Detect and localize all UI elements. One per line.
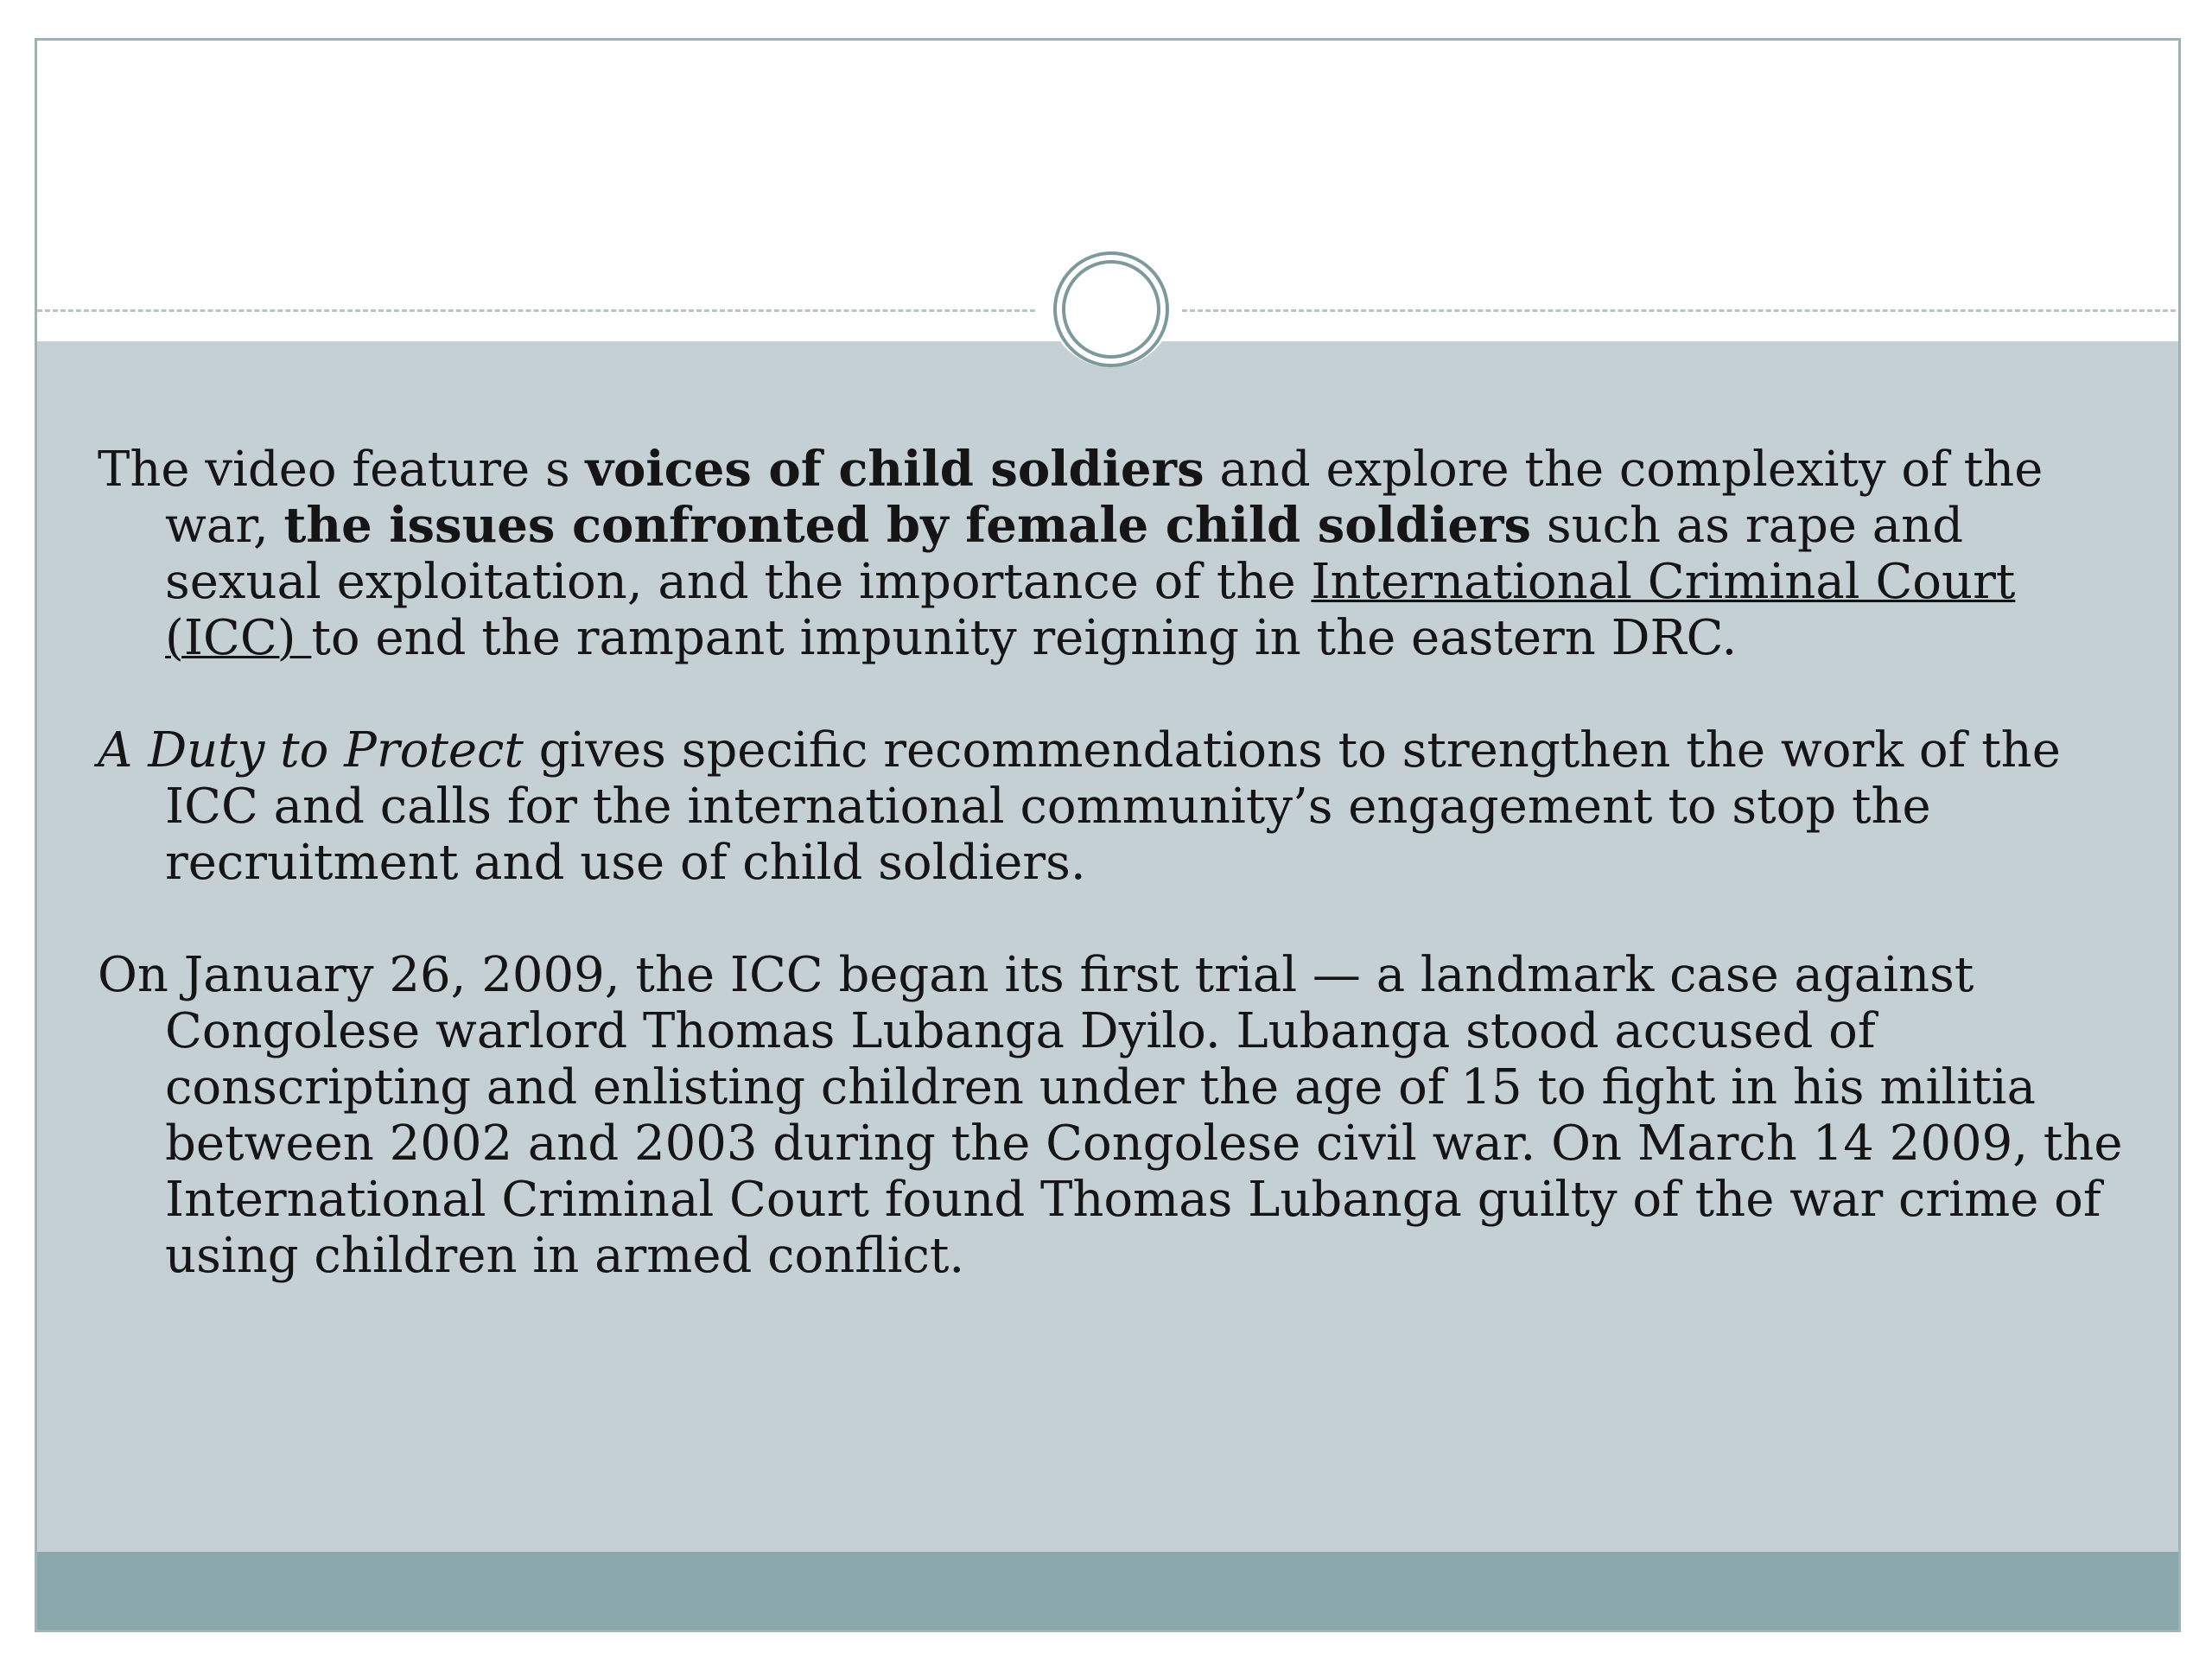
- text-run-italic: A Duty to Protect: [98, 722, 524, 779]
- text-run: gives specific recommendations to strengthen the work of the ICC and calls for the international community’s engagement to stop the recruitment and use of child soldiers.: [165, 722, 2061, 891]
- text-run: to end the rampant impunity reigning in the eastern DRC.: [311, 610, 1738, 666]
- text-run: and explore the complexity of the war,: [165, 442, 2044, 554]
- dashed-divider-left: [37, 309, 1035, 312]
- paragraph-lubanga-trial: [98, 947, 2128, 1284]
- footer-band: [37, 1552, 2178, 1630]
- slide-body: [98, 442, 2128, 1284]
- paragraph-duty-to-protect: [98, 722, 2128, 891]
- text-run-bold: the issues confronted by female child soldiers: [283, 497, 1532, 554]
- text-run: On January 26, 2009, the ICC began its first trial — a landmark case against Congolese warlord Thomas Lubanga Dyilo. Lubanga stood accused of conscripting and enlisting children under the age of 15 to fight in his militia between 2002 and 2003 during the Congolese civil war. On March 14 2009, the International Criminal Court found Thomas Lubanga guilty of the war crime of using children in armed conflict.: [98, 947, 2123, 1284]
- dashed-divider-right: [1182, 309, 2181, 312]
- text-run: The video feature s: [98, 442, 586, 498]
- paragraph-video-feature: [98, 442, 2128, 666]
- circle-ornament-inner-icon: [1062, 260, 1160, 359]
- icc-link-text: International Criminal Court (ICC): [165, 554, 2016, 666]
- text-run-bold: voices of child soldiers: [585, 441, 1205, 498]
- text-run: such as rape and sexual exploitation, and the importance of the: [165, 498, 1964, 610]
- slide: [35, 38, 2181, 1632]
